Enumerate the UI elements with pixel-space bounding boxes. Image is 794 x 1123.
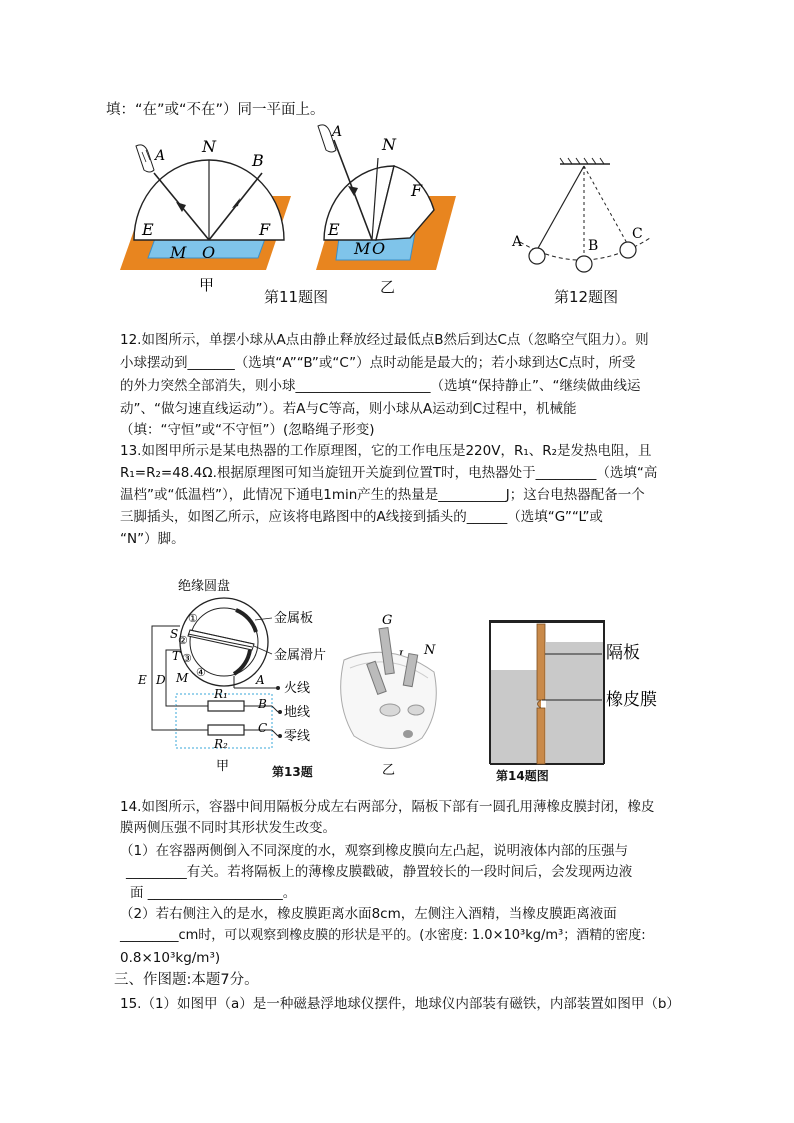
label-E: E xyxy=(138,673,147,687)
q14-line-3: （1）在容器两侧倒入不同深度的水，观察到橡皮膜向左凸起，说明液体内部的压强与 xyxy=(120,843,629,859)
intro-line: 填：“在”或“不在”）同一平面上。 xyxy=(106,102,325,118)
label-A-jia: A xyxy=(155,148,166,164)
caption-fig14: 第14题图 xyxy=(496,769,549,783)
figure-14-container xyxy=(484,614,680,784)
label-live: 火线 xyxy=(284,681,311,696)
label-metal-slider: 金属滑片 xyxy=(274,648,327,663)
label-N-jia: N xyxy=(202,137,216,156)
q13-line-4: 三脚插头，如图乙所示，应该将电路图中的A线接到插头的______（选填“G”“L”或 xyxy=(120,509,603,525)
caption-fig12: 第12题图 xyxy=(554,288,619,306)
q13-line-5: “N”）脚。 xyxy=(120,531,185,547)
q12-line-3: 的外力突然全部消失，则小球____________________（选填“保持静止”、“继续做曲线运 xyxy=(120,378,641,394)
label-O-yi: O xyxy=(372,239,386,258)
q14-line-6: （2）若右侧注入的是水，橡皮膜距离水面8cm，左侧注入酒精，当橡皮膜距离液面 xyxy=(120,906,617,922)
label-R2: R₂ xyxy=(214,737,228,751)
q14-line-4: _________有关。若将隔板上的薄橡皮膜戳破，静置较长的一段时间后，会发现两边液 xyxy=(126,864,633,880)
label-metal-plate: 金属板 xyxy=(274,611,314,626)
q13-line-2: R₁=R₂=48.4Ω.根据原理图可知当旋钮开关旋到位置T时，电热器处于_________（选填“高 xyxy=(120,465,658,481)
caption-fig13: 第13题 xyxy=(272,765,313,779)
label-C: C xyxy=(258,721,268,735)
label-B: B xyxy=(588,238,599,254)
label-R1: R₁ xyxy=(214,687,228,701)
label-M-yi: M xyxy=(354,239,371,258)
q14-line-8: 0.8×10³kg/m³) xyxy=(120,950,221,966)
q14-line-5: 面 ____________________。 xyxy=(130,885,297,901)
section-3-heading: 三、作图题:本题7分。 xyxy=(114,972,259,988)
label-disk: 绝缘圆盘 xyxy=(178,579,231,594)
figure-12-pendulum xyxy=(500,150,660,280)
num-2: ② xyxy=(178,634,188,647)
label-C: C xyxy=(632,226,643,242)
figure-13-plug xyxy=(330,610,450,780)
label-S: S xyxy=(170,627,179,641)
label-F-yi: F xyxy=(411,181,423,200)
q12-line-1: 12.如图所示，单摆小球从A点由静止释放经过最低点B然后到达C点（忽略空气阻力）。则 xyxy=(120,332,649,348)
label-O-jia: O xyxy=(202,243,216,262)
q13-line-1: 13.如图甲所示是某电热器的工作原理图，它的工作电压是220V，R₁、R₂是发热电阻，且 xyxy=(120,443,652,459)
q12-line-5: （填：“守恒”或“不守恒”）(忽略绳子形变) xyxy=(120,422,375,438)
q14-line-7: _________cm时，可以观察到橡皮膜的形状是平的。(水密度: 1.0×10³kg/m³；酒精的密度: xyxy=(120,928,646,943)
label-B-jia: B xyxy=(252,151,264,170)
caption-jia-13: 甲 xyxy=(216,759,230,774)
label-B: B xyxy=(258,697,267,711)
q12-line-2: 小球摆动到_______（选填“A”“B”或“C”）点时动能是最大的；若小球到达C点时，所受 xyxy=(120,355,636,371)
q14-line-2: 膜两侧压强不同时其形状发生改变。 xyxy=(120,820,336,836)
plug-N: N xyxy=(424,643,436,658)
caption-jia: 甲 xyxy=(199,276,215,294)
label-M: M xyxy=(176,671,189,685)
label-D: D xyxy=(156,673,166,687)
figure-11 xyxy=(116,118,456,303)
caption-fig11: 第11题图 xyxy=(264,288,329,306)
label-E-jia: E xyxy=(142,220,154,239)
q15-line-1: 15.（1）如图甲（a）是一种磁悬浮地球仪摆件，地球仪内部装有磁铁，内部装置如图甲（b） xyxy=(120,996,680,1012)
label-F-jia: F xyxy=(259,220,271,239)
label-E-yi: E xyxy=(328,220,340,239)
label-M-jia: M xyxy=(170,243,187,262)
label-A-yi: A xyxy=(332,124,343,140)
q14-line-1: 14.如图所示，容器中间用隔板分成左右两部分，隔板下部有一圆孔用薄橡皮膜封闭，橡皮 xyxy=(120,799,655,815)
caption-yi: 乙 xyxy=(380,278,396,296)
label-N-yi: N xyxy=(382,135,396,154)
label-partition: 隔板 xyxy=(606,643,640,663)
num-3: ③ xyxy=(182,652,192,665)
label-ground: 地线 xyxy=(284,705,311,720)
num-4: ④ xyxy=(196,666,206,679)
label-membrane: 橡皮膜 xyxy=(606,690,657,710)
q13-line-3: 温档”或“低温档”），此情况下通电1min产生的热量是__________J；这台电热器配备一个 xyxy=(120,487,645,503)
label-neutral: 零线 xyxy=(284,729,311,744)
label-A: A xyxy=(512,234,523,250)
figure-13-circuit xyxy=(130,570,330,780)
plug-G: G xyxy=(382,613,393,628)
num-1: ① xyxy=(188,612,198,625)
caption-yi-13: 乙 xyxy=(382,763,396,778)
q12-line-4: 动”、“做匀速直线运动”）。若A与C等高，则小球从A运动到C过程中，机械能 xyxy=(120,401,577,417)
label-T: T xyxy=(172,649,181,663)
label-A: A xyxy=(256,673,265,687)
